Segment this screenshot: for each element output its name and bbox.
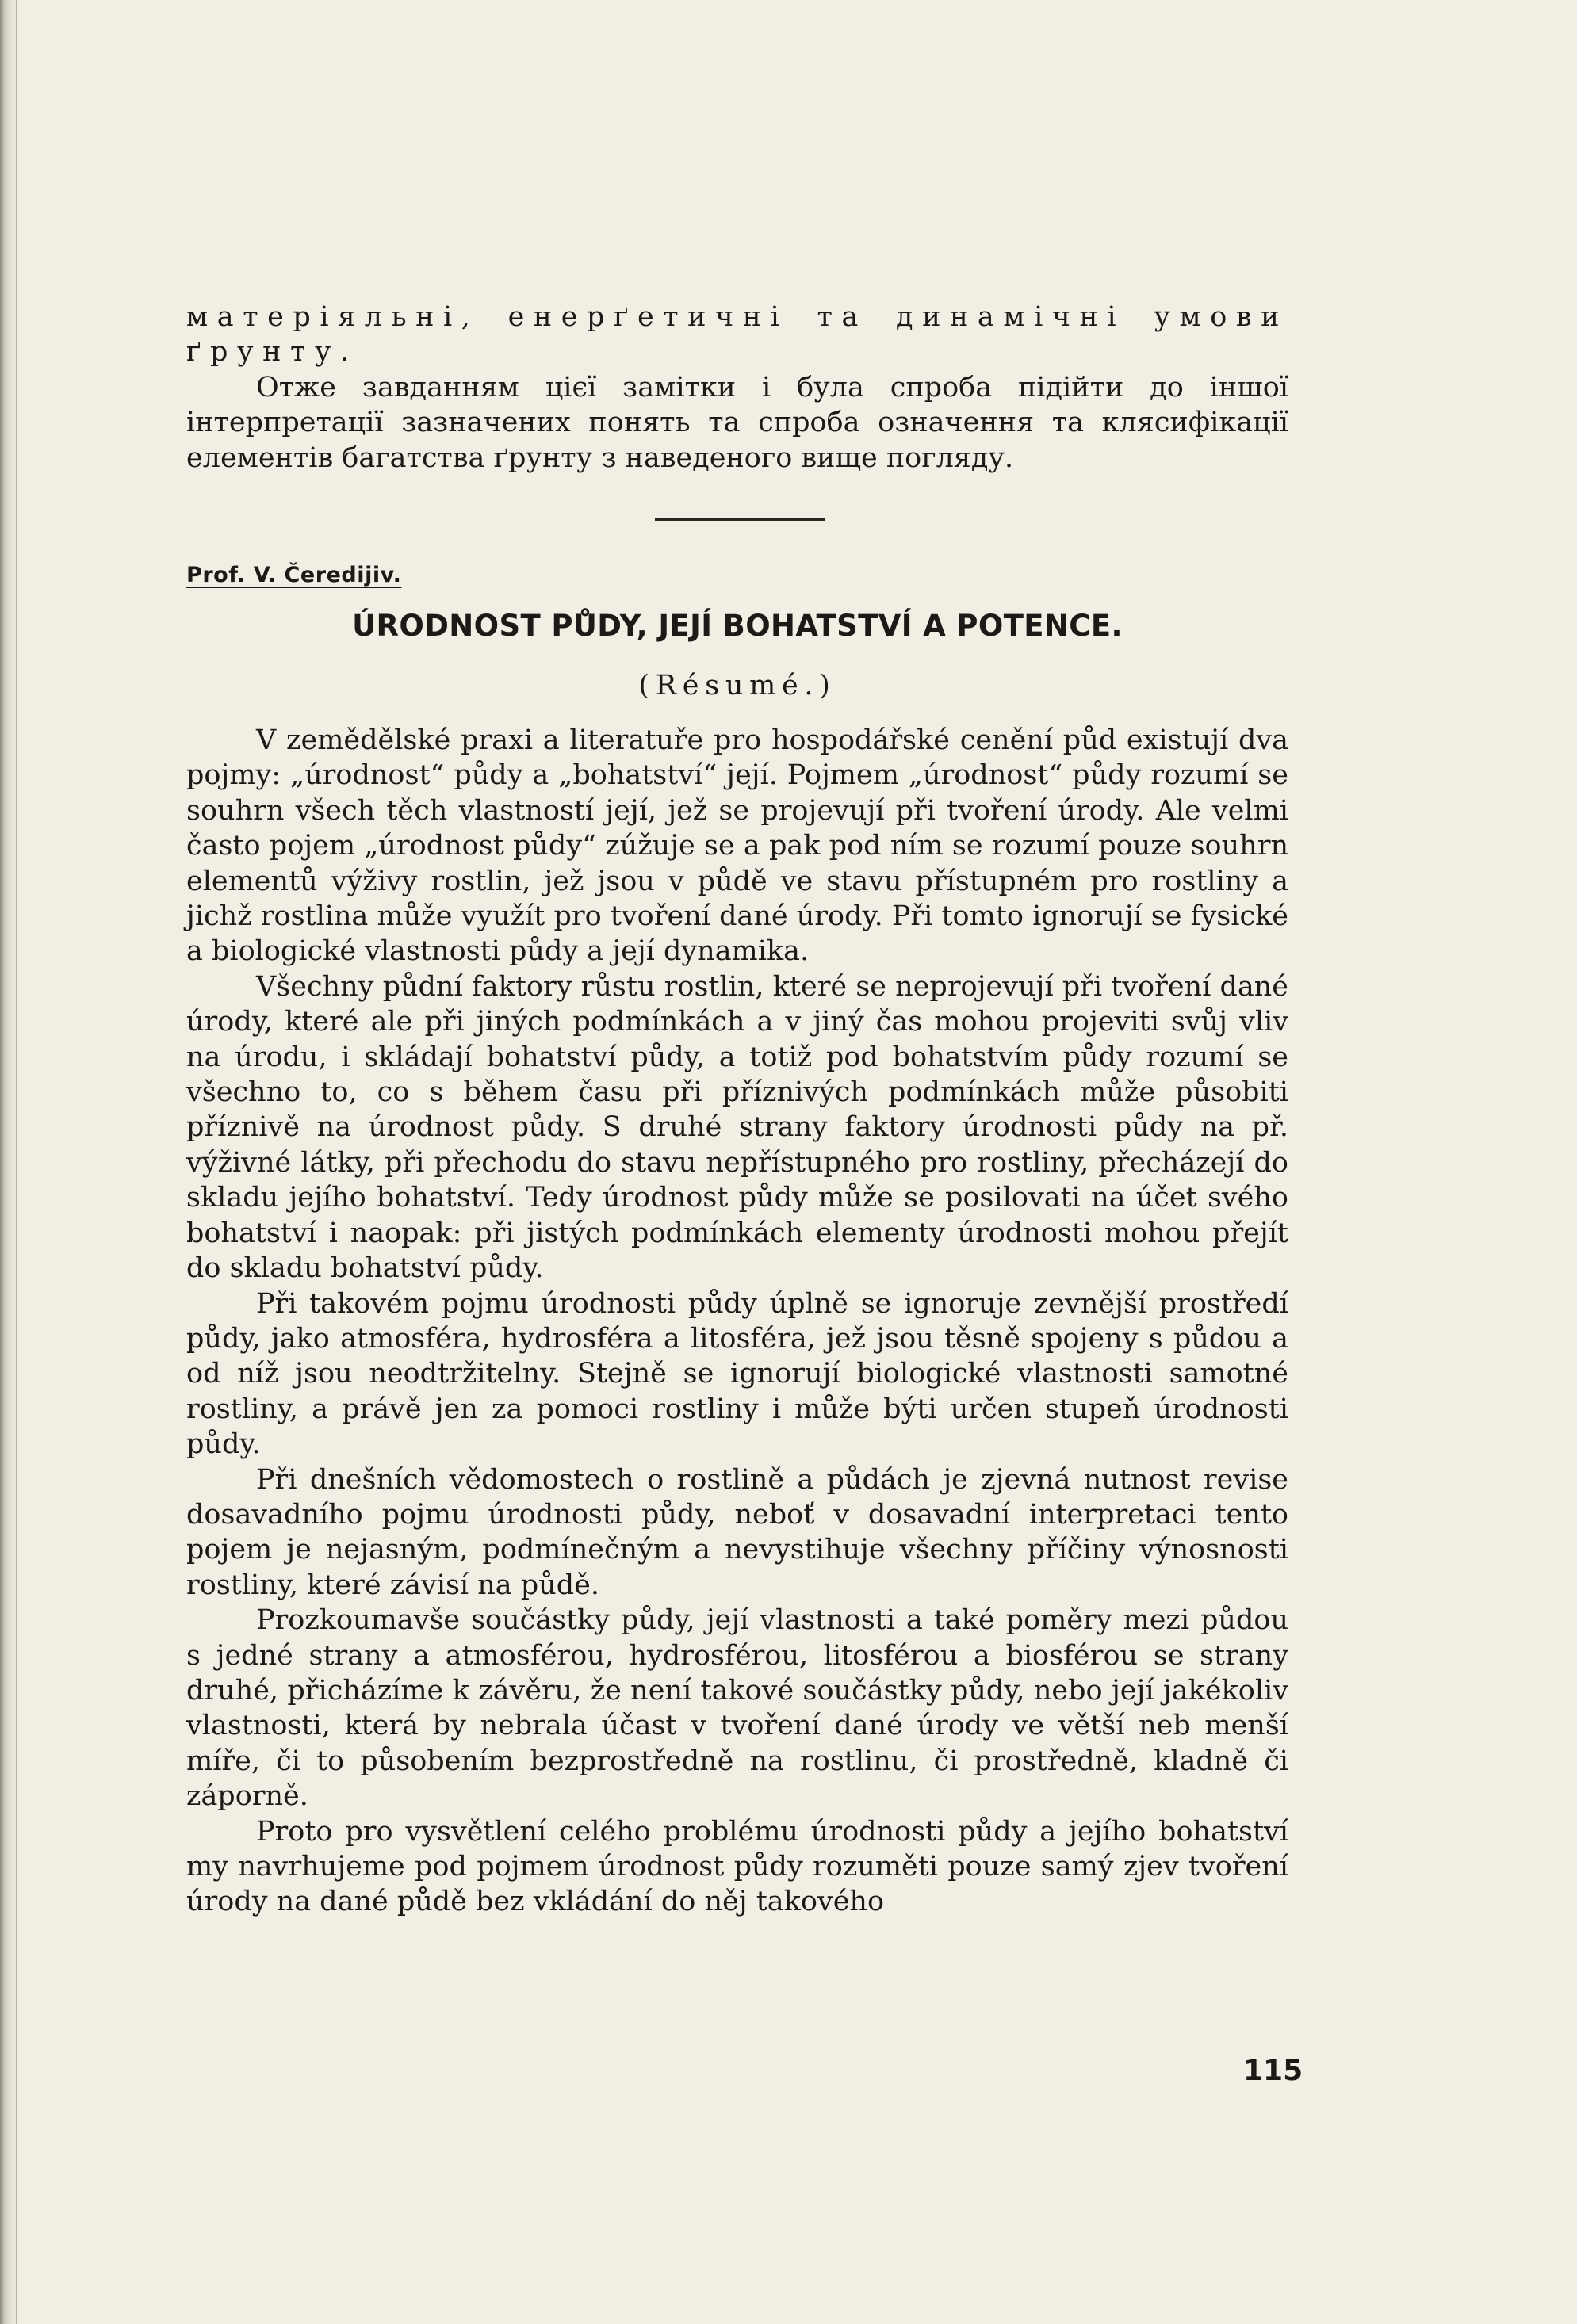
ukrainian-paragraph: Отже завданням цієї замітки і була спроба підійти до іншої інтерпретації зазначених понять та спроба означення та клясифікації елементів багатства ґрунту з наведеного вище погляду. (186, 371, 1288, 474)
page-number: 115 (1243, 2055, 1303, 2087)
resume-paragraph: Při dnešních vědomostech o rostlině a půdách je zjevná nutnost revise dosavadního pojmu úrodnosti půdy, neboť v dosavadní interpretaci tento pojem je nejasným, podmínečným a nevystihuje všechny příčiny výnosnosti rostliny, které závisí na půdě. (186, 1463, 1288, 1601)
ukrainian-text-block (186, 300, 1288, 476)
section-divider (655, 518, 825, 521)
page-binding-line (16, 0, 17, 2324)
resume-body (186, 723, 1288, 1920)
article-title: ÚRODNOST PŮDY, JEJÍ BOHATSTVÍ A POTENCE. (352, 609, 1123, 643)
resume-paragraph: Při takovém pojmu úrodnosti půdy úplně se ignoruje zevnější prostředí půdy, jako atmosféra, hydrosféra a litosféra, jež jsou těsně spojeny s půdou a od níž jsou neodtržitelny. Stejně se ignorují biologické vlastnosti samotné rostliny, a právě jen za pomoci rostliny i může býti určen stupeň úrodnosti půdy. (186, 1287, 1288, 1461)
resume-paragraph: Proto pro vysvětlení celého problému úrodnosti půdy a jejího bohatství my navrhujeme pod pojmem úrodnost půdy rozuměti pouze samý zjev tvoření úrody na dané půdě bez vkládání do něj takového (186, 1815, 1288, 1918)
resume-paragraph: V zemědělské praxi a literatuře pro hospodářské cenění půd existují dva pojmy: „úrodnost“ půdy a „bohatství“ její. Pojmem „úrodnost“ půdy rozumí se souhrn všech těch vlastností její, jež se projevují při tvoření úrody. Ale velmi často pojem „úrodnost půdy“ zúžuje se a pak pod ním se rozumí pouze souhrn elementů výživy rostlin, jež jsou v půdě ve stavu přístupném pro rostliny a jichž rostlina může využít pro tvoření dané úrody. Při tomto ignorují se fysické a biologické vlastnosti půdy a její dynamika. (186, 724, 1288, 968)
page-binding-edge (0, 0, 21, 2324)
resume-paragraph: Všechny půdní faktory růstu rostlin, které se neprojevují při tvoření dané úrody, které ale při jiných podmínkách a v jiný čas mohou projeviti svůj vliv na úrodu, i skládají bohatství půdy, a totiž pod bohatstvím půdy rozumí se všechno to, co s během času při příznivých podmínkách může působiti příznivě na úrodnost půdy. S druhé strany faktory úrodnosti půdy na př. výživné látky, při přechodu do stavu nepřístupného pro rostliny, přecházejí do skladu jejího bohatství. Tedy úrodnost půdy může se posilovati na účet svého bohatství i naopak: při jistých podmínkách elementy úrodnosti mohou přejít do skladu bohatství půdy. (186, 970, 1288, 1285)
ukrainian-spaced-line: матеріяльні, енерґетичні та динамічні умови ґрунту. (186, 301, 1288, 369)
article-subtitle: (Résumé.) (638, 670, 836, 701)
author-name: Prof. V. Čeredijiv. (186, 563, 402, 587)
resume-paragraph: Prozkoumavše součástky půdy, její vlastnosti a také poměry mezi půdou s jedné strany a atmosférou, hydrosférou, litosférou a biosférou se strany druhé, přicházíme k závěru, že není takové součástky půdy, nebo její jakékoliv vlastnosti, která by nebrala účast v tvoření dané úrody ve větší neb menší míře, či to působením bezprostředně na rostlinu, či prostředně, kladně či záporně. (186, 1604, 1288, 1813)
